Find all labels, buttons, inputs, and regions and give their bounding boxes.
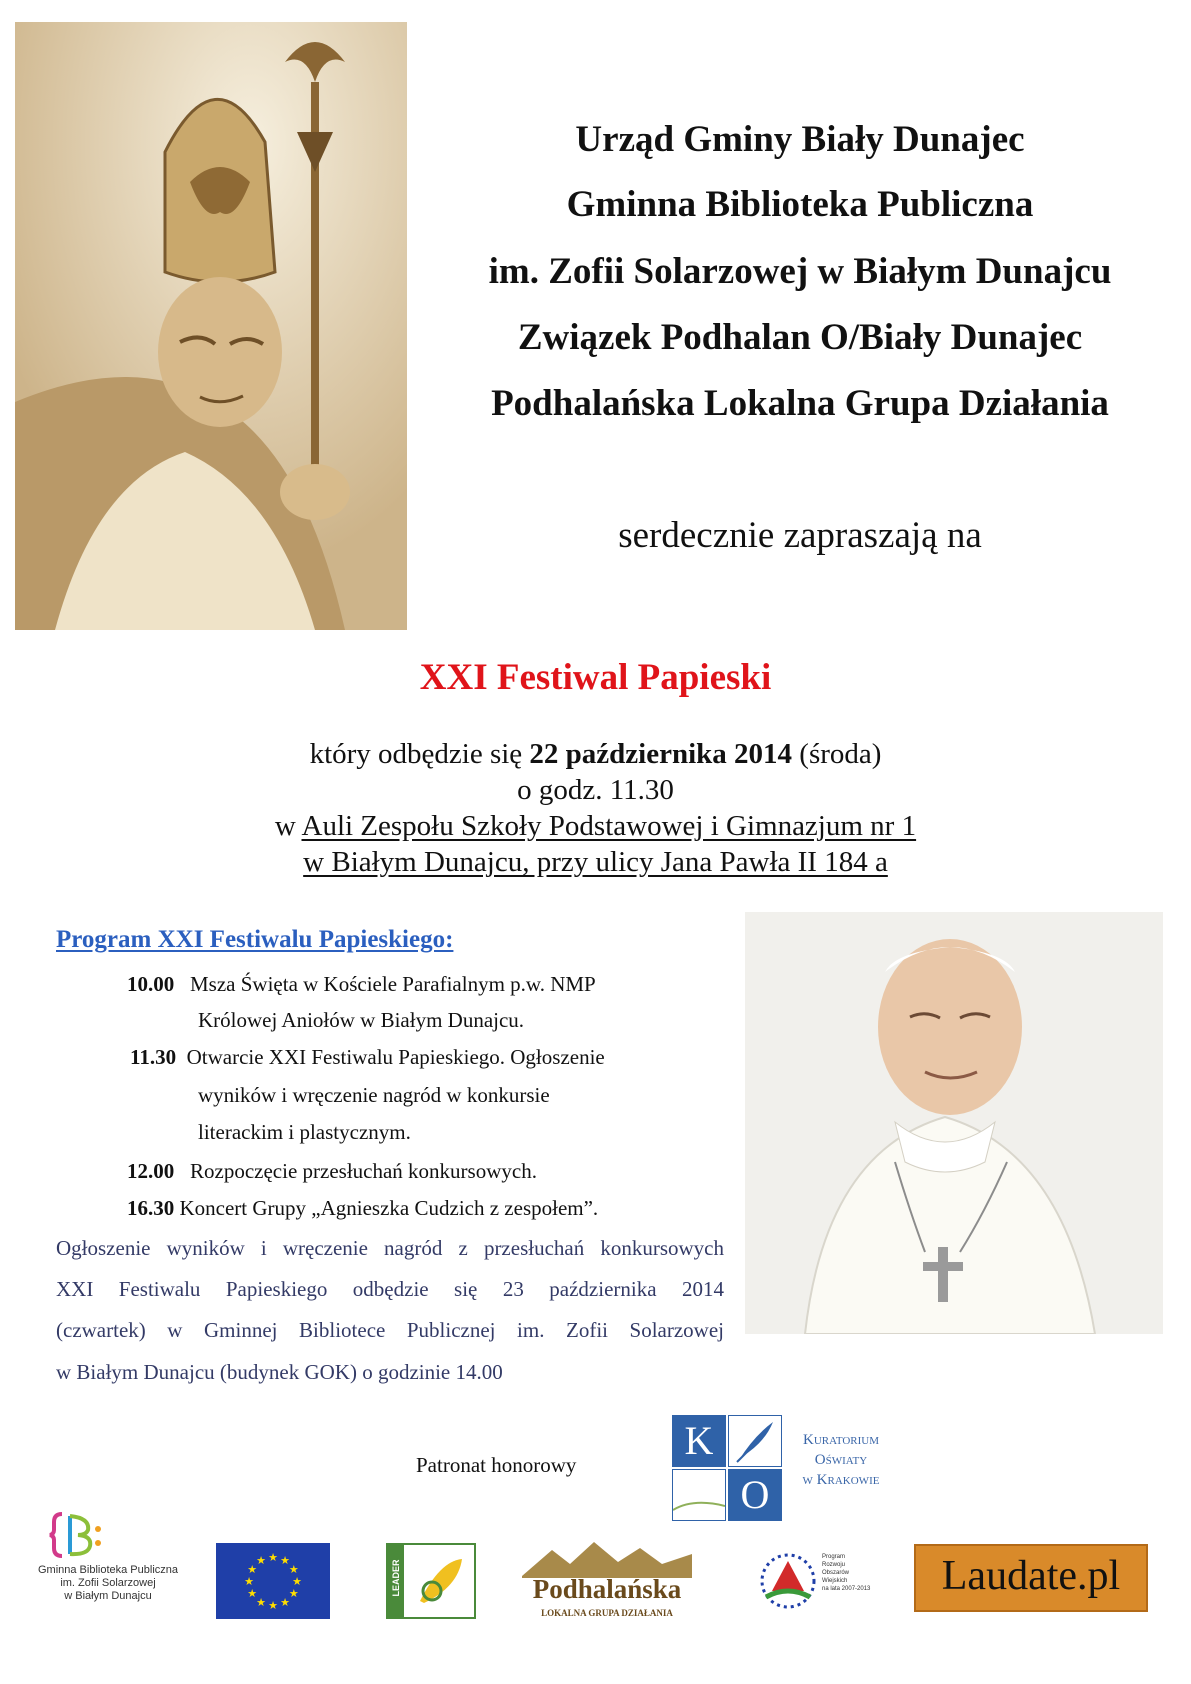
- leader-label: LEADER: [391, 1559, 401, 1597]
- landscape-icon: [672, 1469, 726, 1521]
- invitation-text: serdecznie zapraszają na: [618, 515, 982, 556]
- organizer-3: im. Zofii Solarzowej w Białym Dunajcu: [488, 251, 1112, 292]
- program-text: Msza Święta w Kościele Parafialnym p.w. NMP: [190, 972, 596, 996]
- leader-logo: [386, 1543, 476, 1619]
- program-text: Rozpoczęcie przesłuchań konkursowych.: [190, 1159, 537, 1183]
- program-time: 16.30: [127, 1196, 175, 1220]
- program-item-4: [127, 1196, 598, 1221]
- library-logo: [28, 1512, 188, 1622]
- program-text: Koncert Grupy „Agnieszka Cudzich z zespołem”.: [179, 1196, 599, 1220]
- festival-venue-line: [0, 810, 1191, 843]
- honorary-patronage-label: Patronat honorowy: [416, 1453, 577, 1477]
- eu-star-icon: ★: [280, 1596, 290, 1609]
- eu-stars-icon: [216, 1543, 330, 1619]
- prow-line1: Program: [822, 1554, 846, 1560]
- eu-star-icon: ★: [288, 1588, 299, 1600]
- festival-date-line: [0, 738, 1191, 771]
- eu-star-icon: ★: [256, 1555, 266, 1568]
- library-b-icon: [28, 1512, 188, 1558]
- eu-star-icon: ★: [268, 1552, 278, 1564]
- results-note-line: Ogłoszenie wyników i wręczenie nagród z przesłuchań konkursowych: [56, 1236, 724, 1260]
- lgd-logo-sub: LOKALNA GRUPA DZIAŁANIA: [541, 1608, 673, 1618]
- laudate-logo: [914, 1544, 1148, 1612]
- organizer-5: Podhalańska Lokalna Grupa Działania: [491, 383, 1109, 424]
- prow-line3: Obszarów: [822, 1570, 850, 1576]
- prow-line2: Rozwoju: [822, 1562, 846, 1568]
- organizer-4: Związek Podhalan O/Biały Dunajec: [517, 317, 1083, 358]
- laudate-logo-text: Laudate.pl: [941, 1553, 1121, 1599]
- program-item-2: [130, 1045, 605, 1070]
- program-item-3: [127, 1159, 537, 1184]
- eu-star-icon: ★: [244, 1576, 254, 1588]
- ko-letter-o: O: [728, 1469, 782, 1521]
- eu-flag-logo: [216, 1543, 330, 1619]
- results-note-line: (czwartek) w Gminnej Bibliotece Publicznej im. Zofii Solarzowej: [56, 1318, 724, 1342]
- program-text: literackim i plastycznym.: [198, 1120, 411, 1144]
- ko-letter-k: K: [672, 1415, 726, 1467]
- leaf-icon: [410, 1551, 470, 1611]
- date-prefix: który odbędzie się: [309, 738, 530, 770]
- podhalanska-lgd-logo: [522, 1540, 692, 1624]
- program-time: 12.00: [127, 1159, 175, 1183]
- program-text: wyników i wręczenie nagród w konkursie: [198, 1083, 550, 1107]
- quill-icon: [728, 1415, 782, 1467]
- festival-address: w Białym Dunajcu, przy ulicy Jana Pawła II 184 a: [303, 846, 888, 878]
- library-logo-line2: im. Zofii Solarzowej: [60, 1577, 156, 1589]
- ko-text-line2: Oświaty: [814, 1452, 868, 1468]
- eu-star-icon: ★: [247, 1588, 258, 1600]
- prow-emblem-icon: [752, 1547, 824, 1613]
- ko-text-line3: w Krakowie: [802, 1472, 880, 1488]
- festival-venue: Auli Zespołu Szkoły Podstawowej i Gimnazjum nr 1: [301, 810, 917, 842]
- organizer-1: Urząd Gminy Biały Dunajec: [575, 119, 1025, 160]
- prow-line4: Wiejskich: [822, 1578, 848, 1584]
- program-time: 11.30: [130, 1045, 177, 1069]
- lgd-logo-main: Podhalańska: [532, 1574, 682, 1604]
- program-heading: Program XXI Festiwalu Papieskiego:: [56, 926, 454, 953]
- eu-star-icon: ★: [288, 1564, 299, 1576]
- organizer-2: Gminna Biblioteka Publiczna: [566, 184, 1034, 225]
- program-item-1: [127, 972, 596, 997]
- pope-john-paul-ii-photo: [15, 22, 407, 630]
- program-text: Królowej Aniołów w Białym Dunajcu.: [198, 1008, 525, 1032]
- eu-star-icon: ★: [256, 1596, 266, 1609]
- prow-line5: na lata 2007-2013: [822, 1586, 871, 1592]
- results-note-line: XXI Festiwalu Papieskiego odbędzie się 23 października 2014: [56, 1277, 724, 1301]
- library-logo-line3: w Białym Dunajcu: [64, 1590, 152, 1602]
- venue-prefix: w: [274, 810, 302, 842]
- festival-date: 22 października 2014: [529, 738, 793, 770]
- results-note-line: w Białym Dunajcu (budynek GOK) o godzinie 14.00: [56, 1360, 503, 1384]
- eu-star-icon: ★: [268, 1600, 278, 1612]
- library-logo-line1: Gminna Biblioteka Publiczna: [37, 1564, 179, 1576]
- kuratorium-oswiaty-logo: [664, 1411, 894, 1523]
- program-time: 10.00: [127, 972, 175, 996]
- festival-address-line: [0, 846, 1191, 879]
- ko-text-line1: Kuratorium: [802, 1432, 880, 1448]
- mountains-icon: [522, 1540, 692, 1578]
- eu-star-icon: ★: [247, 1564, 258, 1576]
- pope-francis-photo: [745, 912, 1163, 1334]
- program-text: Otwarcie XXI Festiwalu Papieskiego. Ogłoszenie: [186, 1045, 605, 1069]
- eu-star-icon: ★: [292, 1576, 302, 1588]
- festival-weekday: (środa): [792, 738, 882, 770]
- festival-time: o godz. 11.30: [517, 774, 674, 806]
- prow-logo: [752, 1547, 872, 1613]
- eu-star-icon: ★: [280, 1555, 290, 1568]
- festival-title: XXI Festiwal Papieski: [419, 657, 772, 698]
